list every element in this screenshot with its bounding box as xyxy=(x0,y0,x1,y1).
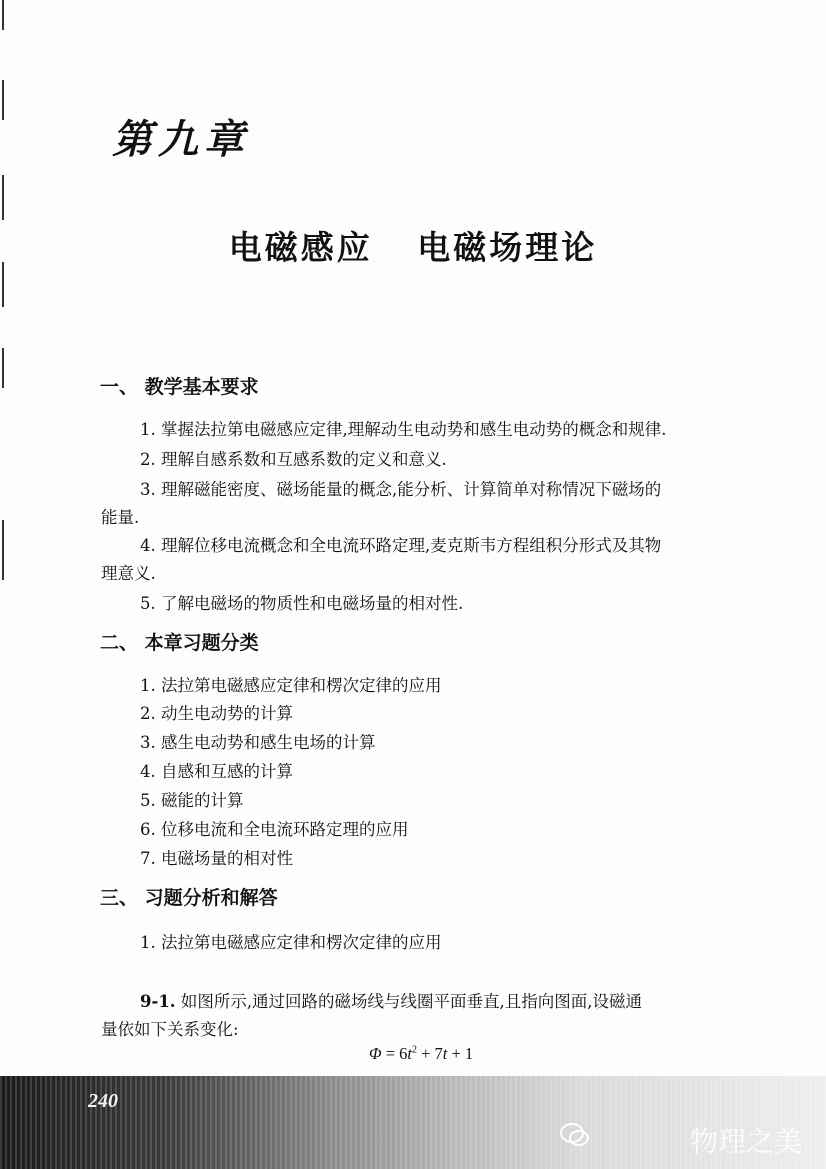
problem-text-line2: 量依如下关系变化: xyxy=(101,1020,239,1039)
category-item: 1. 法拉第电磁感应定律和楞次定律的应用 xyxy=(140,676,442,695)
scan-edge-mark xyxy=(2,520,4,580)
problem-number: 9-1. xyxy=(140,992,176,1011)
problem-statement xyxy=(140,988,642,1012)
section-heading-solutions: 三、 习题分析和解答 xyxy=(100,887,278,909)
category-item: 6. 位移电流和全电流环路定理的应用 xyxy=(140,820,409,839)
category-item: 7. 电磁场量的相对性 xyxy=(140,849,293,868)
chapter-title: 电磁感应 电磁场理论 xyxy=(228,228,598,267)
page-footer xyxy=(0,1076,826,1169)
requirement-line: 2. 理解自感系数和互感系数的定义和意义. xyxy=(140,450,447,469)
scan-edge-mark xyxy=(2,80,4,120)
scan-edge-mark xyxy=(2,0,4,30)
category-item: 2. 动生电动势的计算 xyxy=(140,704,293,723)
subsection-title: 1. 法拉第电磁感应定律和楞次定律的应用 xyxy=(140,933,442,952)
category-item: 5. 磁能的计算 xyxy=(140,791,244,810)
chapter-label: 第九章 xyxy=(112,116,250,163)
requirement-line: 4. 理解位移电流概念和全电流环路定理,麦克斯韦方程组积分形式及其物 xyxy=(140,536,662,555)
scan-edge-mark xyxy=(2,175,4,220)
flux-symbol: Φ xyxy=(369,1044,382,1063)
requirement-line: 1. 掌握法拉第电磁感应定律,理解动生电动势和感生电动势的概念和规律. xyxy=(140,420,667,439)
requirement-line-continued: 能量. xyxy=(101,508,140,527)
page-number: 240 xyxy=(88,1090,118,1112)
section-heading-categories: 二、 本章习题分类 xyxy=(100,632,259,654)
wechat-icon xyxy=(560,1122,590,1148)
scan-edge-mark xyxy=(2,348,4,388)
requirement-line: 3. 理解磁能密度、磁场能量的概念,能分析、计算简单对称情况下磁场的 xyxy=(140,480,662,499)
problem-text-line1: 如图所示,通过回路的磁场线与线圈平面垂直,且指向图面,设磁通 xyxy=(180,992,643,1011)
requirement-line-continued: 理意义. xyxy=(101,564,156,583)
requirement-line: 5. 了解电磁场的物质性和电磁场量的相对性. xyxy=(140,594,464,613)
category-item: 4. 自感和互感的计算 xyxy=(140,762,293,781)
section-heading-requirements: 一、 教学基本要求 xyxy=(100,376,259,398)
category-item: 3. 感生电动势和感生电场的计算 xyxy=(140,733,376,752)
watermark-text: 物理之美 xyxy=(689,1125,802,1158)
flux-formula: $\Phi = 6t^2 + 7t + 1$ xyxy=(369,1044,474,1063)
